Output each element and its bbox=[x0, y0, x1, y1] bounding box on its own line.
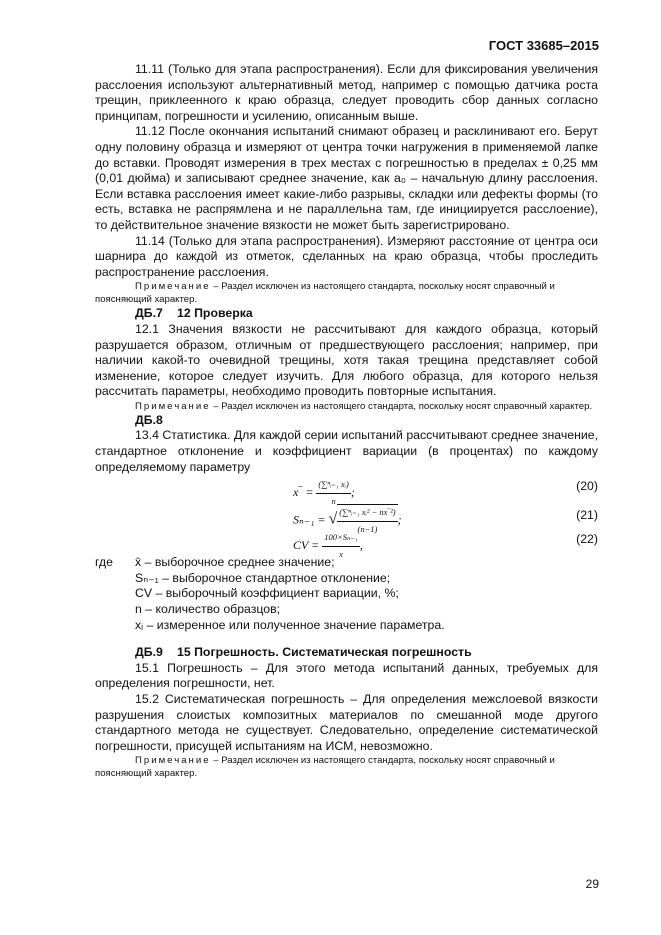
note-2 bbox=[95, 400, 598, 413]
formula-expression bbox=[293, 530, 363, 562]
note-3 bbox=[95, 754, 598, 780]
formula-fraction bbox=[322, 530, 360, 562]
paragraph-12-1: 12.1 Значения вязкости не рассчитывают для каждого образца, который разрушается образом, отличным от предшествующего расслоения; например, при наличии какой-то очевидной трещины, хотя такая трещина представляет собой изменение, которое следует изучить. Для любого образца, для которого нельзя рассчитать параметры, необходимо проводить повторные испытания. bbox=[95, 321, 598, 399]
fraction-numerator: (∑ⁿᵢ₌₁ xᵢ² − nx‾²) bbox=[337, 505, 397, 522]
fraction-numerator: 100×Sₙ₋₁ bbox=[322, 530, 360, 547]
note-label: Примечание bbox=[135, 400, 211, 412]
heading-title: 15 Погрешность. Систематическая погрешность bbox=[177, 645, 472, 660]
heading-db8 bbox=[95, 413, 598, 429]
formula-number: (21) bbox=[576, 508, 598, 523]
standard-code-header: ГОСТ 33685–2015 bbox=[488, 38, 599, 53]
heading-title: 12 Проверка bbox=[177, 306, 253, 321]
heading-number: ДБ.8 bbox=[135, 412, 163, 427]
note-label: Примечание bbox=[135, 281, 211, 293]
formula-number: (20) bbox=[576, 479, 598, 494]
formula-lhs: Sₙ₋₁ = bbox=[293, 512, 329, 527]
heading-number: ДБ.7 bbox=[135, 306, 163, 321]
heading-db7 bbox=[95, 306, 598, 322]
page-number: 29 bbox=[585, 877, 599, 891]
document-body bbox=[95, 62, 598, 780]
paragraph-11-12: 11.12 После окончания испытаний снимают образец и расклинивают его. Берут одну половину образца и измеряют от центра точки нагружения в применяемой лапке до вставки. Проводят измерения в трех местах с погрешностью в пределах ± 0,25 мм (0,01 дюйма) и записывают среднее значение, как а₀ – начальную длину расслоения. Если вставка расслоения имеет какие-либо разрывы, складки или дефекты формы (то есть, вставка не распрямлена и не параллельна там, где инициируется расслоение), то действительное значение вязкости не может быть зарегистрировано. bbox=[95, 124, 598, 232]
formula-21 bbox=[95, 500, 598, 534]
paragraph-11-11: 11.11 (Только для этапа распространения). Если для фиксирования увеличения расслоения используют альтернативный метод, например с помощью датчика роста трещин, приклеенного к краю образца, следует проводить сбор данных согласно принципам, погрешности и усилению, описанным выше. bbox=[95, 62, 598, 123]
sqrt-icon: √ bbox=[328, 510, 338, 528]
variable-legend bbox=[95, 555, 598, 633]
paragraph-13-4: 13.4 Статистика. Для каждой серии испытаний рассчитывают среднее значение, стандартное отклонение и коэффициент вариации (в процентах) по каждому определяемому параметру bbox=[95, 428, 598, 474]
heading-db9 bbox=[95, 645, 598, 661]
formula-lhs: x‾ = bbox=[293, 485, 314, 500]
note-text: – Раздел исключен из настоящего стандарта, поскольку носят справочный характер. bbox=[210, 400, 593, 412]
formula-number: (22) bbox=[576, 532, 598, 547]
heading-number: ДБ.9 bbox=[135, 645, 163, 660]
note-1 bbox=[95, 280, 598, 306]
formula-20 bbox=[95, 475, 598, 506]
fraction-denominator: (n−1) bbox=[357, 523, 378, 534]
fraction-numerator: (∑ⁿᵢ₌₁ xᵢ) bbox=[316, 477, 350, 494]
note-text: – Раздел исключен из настоящего стандарта, поскольку носят справочный и поясняющий характер. bbox=[95, 281, 555, 306]
fraction-denominator: x bbox=[339, 548, 343, 559]
formula-tail: ; bbox=[350, 485, 355, 500]
formula-tail: ; bbox=[397, 512, 402, 527]
fraction-denominator: n bbox=[331, 495, 336, 506]
legend-row: n – количество образцов; bbox=[135, 602, 281, 617]
formula-lhs: CV = bbox=[293, 538, 320, 553]
spacer bbox=[95, 633, 598, 645]
legend-row: CV – выборочный коэффициент вариации, %; bbox=[135, 586, 399, 601]
formula-tail: , bbox=[359, 538, 363, 553]
legend-row: Sₙ₋₁ – выборочное стандартное отклонение; bbox=[135, 570, 391, 585]
where-label: где bbox=[95, 555, 113, 570]
paragraph-15-1: 15.1 Погрешность – Для этого метода испытаний данных, требуемых для определения погрешности, нет. bbox=[95, 660, 598, 691]
formula-22 bbox=[95, 530, 598, 559]
paragraph-15-2: 15.2 Систематическая погрешность – Для определения межслоевой вязкости разрушения слоистых композитных материалов по смешанной моде другого стандартного метода не существует. Следовательно, определение систематической погрешности, присущей испытаниям на ИСМ, невозможно. bbox=[95, 692, 598, 753]
legend-row: xᵢ – измеренное или полученное значение параметра. bbox=[135, 617, 445, 632]
paragraph-11-14: 11.14 (Только для этапа распространения). Измеряют расстояние от центра оси шарнира до каждой из отметок, сделанных на краю образца, чтобы проследить распространение расслоения. bbox=[95, 233, 598, 279]
note-label: Примечание bbox=[135, 755, 211, 767]
note-text: – Раздел исключен из настоящего стандарта, поскольку носят справочный и поясняющий характер. bbox=[95, 755, 555, 780]
legend-text: x̄ – выборочное среднее значение; bbox=[135, 555, 335, 570]
